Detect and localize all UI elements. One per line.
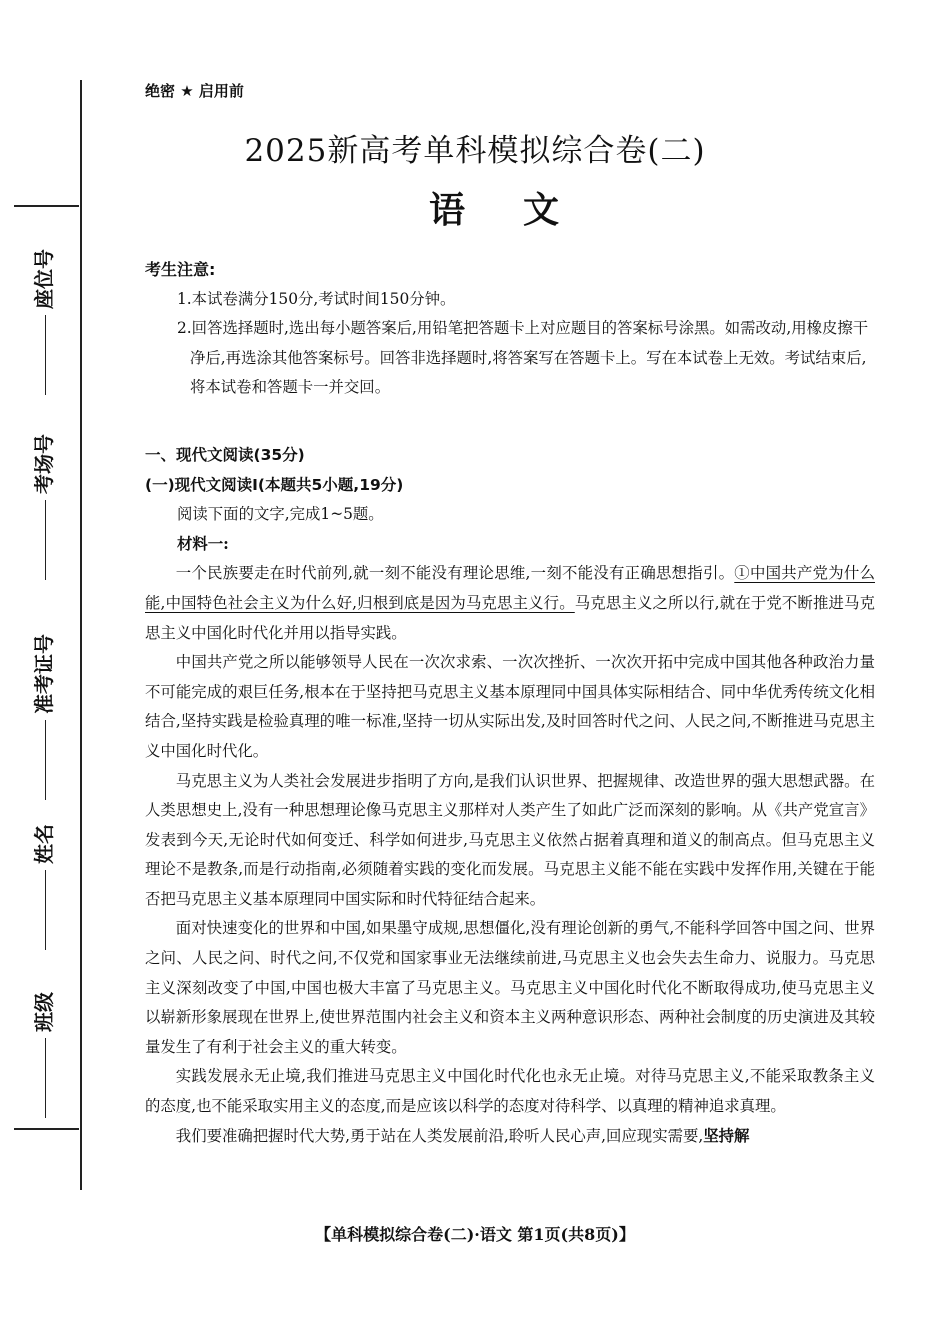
confidential-label: 绝密 ★ 启用前	[145, 82, 244, 100]
exam-title: 2025新高考单科模拟综合卷(二)	[244, 133, 706, 169]
notice-item: 2.回答选择题时,选出每小题答案后,用铅笔把答题卡上对应题目的答案标号涂黑。如需改动,用橡皮擦干净后,再选涂其他答案标号。回答非选择题时,将答案写在答题卡上。写在本试卷上无效。考试结束后,将本试卷和答题卡一并交回。	[177, 319, 869, 397]
underlined-sentence: ①中国共产党为什么能,中国特色社会主义为什么好,归根到底是因为马克思主义行。	[145, 564, 875, 612]
passage-paragraph: 面对快速变化的世界和中国,如果墨守成规,思想僵化,没有理论创新的勇气,不能科学回答中国之问、世界之问、人民之问、时代之问,不仅党和国家事业无法继续前进,马克思主义也会失去生命力、说服力。马克思主义深刻改变了中国,中国也极大丰富了马克思主义。马克思主义中国化时代化不断取得成功,使马克思主义以崭新形象展现在世界上,使世界范围内社会主义和资本主义两种意识形态、两种社会制度的历史演进及其较量发生了有利于社会主义的重大转变。	[145, 919, 875, 1056]
section-heading: 一、现代文阅读(35分)	[145, 445, 305, 464]
instruction: 阅读下面的文字,完成1~5题。	[177, 505, 384, 524]
seat-number-field[interactable]: 座位号	[28, 249, 57, 395]
notice-item: 1.本试卷满分150分,考试时间150分钟。	[177, 289, 456, 308]
subject-title: 语文	[428, 189, 617, 231]
passage-paragraph: 我们要准确把握时代大势,勇于站在人类发展前沿,聆听人民心声,回应现实需要,坚持解	[175, 1126, 750, 1145]
passage-paragraph: 中国共产党之所以能够领导人民在一次次求索、一次次挫折、一次次开拓中完成中国其他各种政治力量不可能完成的艰巨任务,根本在于坚持把马克思主义基本原理同中国具体实际相结合、同中华优秀传统文化相结合,坚持实践是检验真理的唯一标准,坚持一切从实际出发,及时回答时代之问、人民之问,不断推进马克思主义中国化时代化。	[145, 653, 875, 760]
binding-line	[80, 80, 82, 1190]
binding-tick	[14, 1128, 79, 1130]
exam-content	[145, 255, 875, 1151]
exam-room-field[interactable]: 考场号	[28, 434, 57, 580]
passage-paragraph: 马克思主义为人类社会发展进步指明了方向,是我们认识世界、把握规律、改造世界的强大思想武器。在人类思想史上,没有一种思想理论像马克思主义那样对人类产生了如此广泛而深刻的影响。从《共产党宣言》发表到今天,无论时代如何变迁、科学如何进步,马克思主义依然占据着真理和道义的制高点。但马克思主义理论不是教条,而是行动指南,必须随着实践的变化而发展。马克思主义能不能在实践中发挥作用,关键在于能否把马克思主义基本原理同中国实际和时代特征结合起来。	[145, 771, 875, 908]
page-footer: 【单科模拟综合卷(二)·语文 第1页(共8页)】	[315, 1225, 635, 1244]
admission-number-field[interactable]: 准考证号	[28, 634, 57, 800]
passage-paragraph: 一个民族要走在时代前列,就一刻不能没有理论思维,一刻不能没有正确思想指引。①中国共产党为什么能,中国特色社会主义为什么好,归根到底是因为马克思主义行。马克思主义之所以行,就在于党不断推进马克思主义中国化时代化并用以指导实践。	[145, 564, 875, 642]
subsection-heading: (一)现代文阅读Ⅰ(本题共5小题,19分)	[145, 475, 404, 494]
notice-heading: 考生注意:	[145, 260, 216, 279]
material-label: 材料一:	[177, 534, 229, 553]
passage-paragraph: 实践发展永无止境,我们推进马克思主义中国化时代化也永无止境。对待马克思主义,不能采取教条主义的态度,也不能采取实用主义的态度,而是应该以科学的态度对待科学、以真理的精神追求真理。	[145, 1067, 875, 1116]
name-field[interactable]: 姓名	[28, 824, 57, 950]
class-field[interactable]: 班级	[28, 992, 57, 1118]
